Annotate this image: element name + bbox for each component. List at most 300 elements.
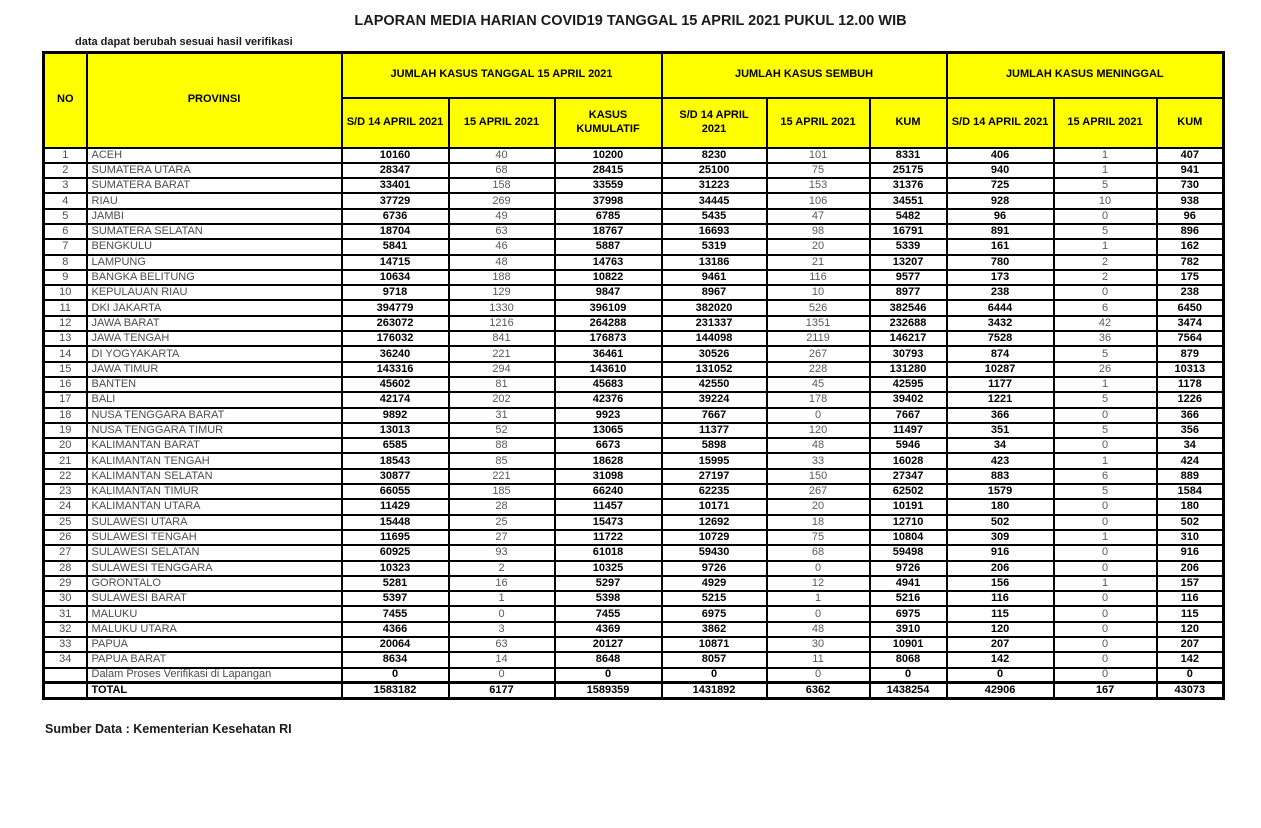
table-body xyxy=(44,148,1224,699)
no-cell: 34 xyxy=(44,652,87,667)
table-row xyxy=(44,239,1224,254)
value-cell: 60925 xyxy=(342,545,449,560)
value-cell: 879 xyxy=(1157,346,1224,361)
province-cell: KALIMANTAN TENGAH xyxy=(87,453,342,468)
value-cell: 93 xyxy=(449,545,555,560)
data-source: Sumber Data : Kementerian Kesehatan RI xyxy=(45,721,292,736)
value-cell: 131052 xyxy=(662,362,767,377)
subcolumn-sembuh-15: 15 APRIL 2021 xyxy=(767,98,870,148)
table-row xyxy=(44,346,1224,361)
value-cell: 5215 xyxy=(662,591,767,606)
value-cell: 42595 xyxy=(870,377,947,392)
value-cell: 43073 xyxy=(1157,683,1224,698)
province-cell: SULAWESI SELATAN xyxy=(87,545,342,560)
value-cell: 0 xyxy=(342,668,449,683)
value-cell: 36240 xyxy=(342,346,449,361)
value-cell: 5297 xyxy=(555,576,662,591)
value-cell: 940 xyxy=(947,163,1054,178)
value-cell: 231337 xyxy=(662,316,767,331)
value-cell: 142 xyxy=(947,652,1054,667)
value-cell: 6736 xyxy=(342,209,449,224)
value-cell: 0 xyxy=(1054,515,1157,530)
value-cell: 916 xyxy=(1157,545,1224,560)
value-cell: 37998 xyxy=(555,193,662,208)
value-cell: 0 xyxy=(767,561,870,576)
no-cell: 33 xyxy=(44,637,87,652)
value-cell: 7667 xyxy=(870,408,947,423)
table-row xyxy=(44,637,1224,652)
no-cell: 1 xyxy=(44,148,87,163)
province-cell: KALIMANTAN SELATAN xyxy=(87,469,342,484)
value-cell: 9726 xyxy=(870,561,947,576)
subcolumn-meninggal-kum: KUM xyxy=(1157,98,1224,148)
value-cell: 2 xyxy=(1054,255,1157,270)
value-cell: 42376 xyxy=(555,392,662,407)
value-cell: 8068 xyxy=(870,652,947,667)
province-cell: PAPUA BARAT xyxy=(87,652,342,667)
no-cell xyxy=(44,668,87,683)
value-cell: 5281 xyxy=(342,576,449,591)
value-cell: 7455 xyxy=(342,606,449,621)
value-cell: 0 xyxy=(1054,545,1157,560)
value-cell: 162 xyxy=(1157,239,1224,254)
value-cell: 406 xyxy=(947,148,1054,163)
value-cell: 267 xyxy=(767,346,870,361)
subcolumn-sembuh-sd14: S/D 14 APRIL 2021 xyxy=(662,98,767,148)
value-cell: 63 xyxy=(449,637,555,652)
province-cell: ACEH xyxy=(87,148,342,163)
value-cell: 146217 xyxy=(870,331,947,346)
value-cell: 730 xyxy=(1157,178,1224,193)
table-row xyxy=(44,652,1224,667)
no-cell: 30 xyxy=(44,591,87,606)
value-cell: 144098 xyxy=(662,331,767,346)
value-cell: 15473 xyxy=(555,515,662,530)
table-row xyxy=(44,178,1224,193)
value-cell: 0 xyxy=(1054,285,1157,300)
value-cell: 4369 xyxy=(555,622,662,637)
no-cell: 17 xyxy=(44,392,87,407)
value-cell: 11429 xyxy=(342,499,449,514)
no-cell: 11 xyxy=(44,300,87,315)
page-title: LAPORAN MEDIA HARIAN COVID19 TANGGAL 15 APRIL 2021 PUKUL 12.00 WIB xyxy=(354,13,907,29)
province-cell: PAPUA xyxy=(87,637,342,652)
value-cell: 129 xyxy=(449,285,555,300)
no-cell: 4 xyxy=(44,193,87,208)
value-cell: 37729 xyxy=(342,193,449,208)
value-cell: 5435 xyxy=(662,209,767,224)
value-cell: 167 xyxy=(1054,683,1157,698)
value-cell: 9892 xyxy=(342,408,449,423)
value-cell: 10634 xyxy=(342,270,449,285)
subcolumn-kasus-sd14: S/D 14 APRIL 2021 xyxy=(342,98,449,148)
table-row xyxy=(44,423,1224,438)
value-cell: 941 xyxy=(1157,163,1224,178)
value-cell: 5339 xyxy=(870,239,947,254)
value-cell: 62502 xyxy=(870,484,947,499)
value-cell: 6585 xyxy=(342,438,449,453)
value-cell: 5482 xyxy=(870,209,947,224)
value-cell: 238 xyxy=(947,285,1054,300)
table-row xyxy=(44,148,1224,163)
value-cell: 5319 xyxy=(662,239,767,254)
value-cell: 10 xyxy=(1054,193,1157,208)
value-cell: 0 xyxy=(947,668,1054,683)
value-cell: 34551 xyxy=(870,193,947,208)
value-cell: 11377 xyxy=(662,423,767,438)
value-cell: 178 xyxy=(767,392,870,407)
value-cell: 5 xyxy=(1054,423,1157,438)
value-cell: 9923 xyxy=(555,408,662,423)
value-cell: 6785 xyxy=(555,209,662,224)
value-cell: 0 xyxy=(555,668,662,683)
province-cell: BANTEN xyxy=(87,377,342,392)
value-cell: 7455 xyxy=(555,606,662,621)
value-cell: 1330 xyxy=(449,300,555,315)
table-row xyxy=(44,484,1224,499)
value-cell: 5887 xyxy=(555,239,662,254)
value-cell: 10313 xyxy=(1157,362,1224,377)
value-cell: 221 xyxy=(449,469,555,484)
value-cell: 407 xyxy=(1157,148,1224,163)
value-cell: 142 xyxy=(1157,652,1224,667)
value-cell: 8648 xyxy=(555,652,662,667)
value-cell: 14715 xyxy=(342,255,449,270)
value-cell: 36 xyxy=(1054,331,1157,346)
value-cell: 6362 xyxy=(767,683,870,698)
value-cell: 175 xyxy=(1157,270,1224,285)
value-cell: 2 xyxy=(449,561,555,576)
value-cell: 351 xyxy=(947,423,1054,438)
province-cell: SUMATERA BARAT xyxy=(87,178,342,193)
value-cell: 31 xyxy=(449,408,555,423)
province-cell: KEPULAUAN RIAU xyxy=(87,285,342,300)
value-cell: 33 xyxy=(767,453,870,468)
value-cell: 48 xyxy=(767,622,870,637)
value-cell: 14763 xyxy=(555,255,662,270)
value-cell: 0 xyxy=(767,668,870,683)
value-cell: 10729 xyxy=(662,530,767,545)
value-cell: 3474 xyxy=(1157,316,1224,331)
value-cell: 0 xyxy=(1054,561,1157,576)
value-cell: 221 xyxy=(449,346,555,361)
table-row xyxy=(44,270,1224,285)
value-cell: 4366 xyxy=(342,622,449,637)
value-cell: 1583182 xyxy=(342,683,449,698)
value-cell: 10325 xyxy=(555,561,662,576)
province-cell: MALUKU xyxy=(87,606,342,621)
value-cell: 3432 xyxy=(947,316,1054,331)
value-cell: 85 xyxy=(449,453,555,468)
table-row xyxy=(44,438,1224,453)
subcolumn-kasus-kumulatif: KASUS KUMULATIF xyxy=(555,98,662,148)
table-row xyxy=(44,362,1224,377)
value-cell: 883 xyxy=(947,469,1054,484)
province-cell: KALIMANTAN UTARA xyxy=(87,499,342,514)
table-row xyxy=(44,606,1224,621)
no-cell: 8 xyxy=(44,255,87,270)
value-cell: 423 xyxy=(947,453,1054,468)
province-cell: DKI JAKARTA xyxy=(87,300,342,315)
value-cell: 1 xyxy=(1054,530,1157,545)
province-cell: BALI xyxy=(87,392,342,407)
table-row xyxy=(44,499,1224,514)
value-cell: 10822 xyxy=(555,270,662,285)
value-cell: 20 xyxy=(767,239,870,254)
value-cell: 31098 xyxy=(555,469,662,484)
value-cell: 12710 xyxy=(870,515,947,530)
value-cell: 6 xyxy=(1054,300,1157,315)
table-row xyxy=(44,163,1224,178)
value-cell: 0 xyxy=(1054,637,1157,652)
no-cell: 26 xyxy=(44,530,87,545)
value-cell: 28347 xyxy=(342,163,449,178)
value-cell: 66240 xyxy=(555,484,662,499)
value-cell: 10200 xyxy=(555,148,662,163)
value-cell: 8057 xyxy=(662,652,767,667)
value-cell: 1226 xyxy=(1157,392,1224,407)
province-cell: KALIMANTAN TIMUR xyxy=(87,484,342,499)
value-cell: 5216 xyxy=(870,591,947,606)
value-cell: 6673 xyxy=(555,438,662,453)
value-cell: 68 xyxy=(449,163,555,178)
value-cell: 68 xyxy=(767,545,870,560)
value-cell: 8230 xyxy=(662,148,767,163)
verification-note: data dapat berubah sesuai hasil verifikasi xyxy=(75,36,293,48)
value-cell: 9847 xyxy=(555,285,662,300)
value-cell: 0 xyxy=(767,606,870,621)
value-cell: 26 xyxy=(1054,362,1157,377)
value-cell: 34 xyxy=(947,438,1054,453)
no-cell: 14 xyxy=(44,346,87,361)
province-cell: JAWA TIMUR xyxy=(87,362,342,377)
value-cell: 15448 xyxy=(342,515,449,530)
province-cell: SULAWESI BARAT xyxy=(87,591,342,606)
value-cell: 42174 xyxy=(342,392,449,407)
group-header-kasus: JUMLAH KASUS TANGGAL 15 APRIL 2021 xyxy=(342,53,662,98)
no-cell: 28 xyxy=(44,561,87,576)
table-row xyxy=(44,561,1224,576)
value-cell: 39402 xyxy=(870,392,947,407)
value-cell: 1 xyxy=(1054,148,1157,163)
province-cell: SULAWESI TENGGARA xyxy=(87,561,342,576)
total-row xyxy=(44,683,1224,698)
value-cell: 30793 xyxy=(870,346,947,361)
value-cell: 143610 xyxy=(555,362,662,377)
value-cell: 356 xyxy=(1157,423,1224,438)
value-cell: 1584 xyxy=(1157,484,1224,499)
table-row xyxy=(44,300,1224,315)
value-cell: 52 xyxy=(449,423,555,438)
value-cell: 502 xyxy=(1157,515,1224,530)
value-cell: 115 xyxy=(1157,606,1224,621)
no-cell: 5 xyxy=(44,209,87,224)
value-cell: 10191 xyxy=(870,499,947,514)
table-row xyxy=(44,224,1224,239)
province-cell: BANGKA BELITUNG xyxy=(87,270,342,285)
value-cell: 891 xyxy=(947,224,1054,239)
value-cell: 11497 xyxy=(870,423,947,438)
value-cell: 1178 xyxy=(1157,377,1224,392)
subcolumn-kasus-15: 15 APRIL 2021 xyxy=(449,98,555,148)
no-cell: 21 xyxy=(44,453,87,468)
value-cell: 1177 xyxy=(947,377,1054,392)
no-cell: 9 xyxy=(44,270,87,285)
value-cell: 10160 xyxy=(342,148,449,163)
value-cell: 264288 xyxy=(555,316,662,331)
value-cell: 0 xyxy=(1157,668,1224,683)
value-cell: 394779 xyxy=(342,300,449,315)
value-cell: 0 xyxy=(1054,668,1157,683)
value-cell: 157 xyxy=(1157,576,1224,591)
value-cell: 309 xyxy=(947,530,1054,545)
value-cell: 6975 xyxy=(662,606,767,621)
value-cell: 59498 xyxy=(870,545,947,560)
value-cell: 232688 xyxy=(870,316,947,331)
value-cell: 12 xyxy=(767,576,870,591)
table-row xyxy=(44,209,1224,224)
no-cell: 15 xyxy=(44,362,87,377)
value-cell: 8977 xyxy=(870,285,947,300)
value-cell: 841 xyxy=(449,331,555,346)
value-cell: 874 xyxy=(947,346,1054,361)
value-cell: 10323 xyxy=(342,561,449,576)
value-cell: 150 xyxy=(767,469,870,484)
province-cell: Dalam Proses Verifikasi di Lapangan xyxy=(87,668,342,683)
no-cell: 32 xyxy=(44,622,87,637)
value-cell: 5841 xyxy=(342,239,449,254)
no-cell: 29 xyxy=(44,576,87,591)
no-cell xyxy=(44,683,87,698)
verification-row xyxy=(44,668,1224,683)
province-cell: RIAU xyxy=(87,193,342,208)
no-cell: 3 xyxy=(44,178,87,193)
value-cell: 98 xyxy=(767,224,870,239)
value-cell: 10 xyxy=(767,285,870,300)
value-cell: 88 xyxy=(449,438,555,453)
value-cell: 81 xyxy=(449,377,555,392)
value-cell: 10901 xyxy=(870,637,947,652)
value-cell: 45602 xyxy=(342,377,449,392)
value-cell: 180 xyxy=(947,499,1054,514)
value-cell: 188 xyxy=(449,270,555,285)
table-row xyxy=(44,515,1224,530)
value-cell: 27347 xyxy=(870,469,947,484)
value-cell: 27197 xyxy=(662,469,767,484)
value-cell: 5898 xyxy=(662,438,767,453)
value-cell: 33401 xyxy=(342,178,449,193)
value-cell: 0 xyxy=(1054,408,1157,423)
province-cell: SUMATERA SELATAN xyxy=(87,224,342,239)
value-cell: 30526 xyxy=(662,346,767,361)
value-cell: 106 xyxy=(767,193,870,208)
value-cell: 1221 xyxy=(947,392,1054,407)
value-cell: 6177 xyxy=(449,683,555,698)
value-cell: 7528 xyxy=(947,331,1054,346)
value-cell: 1 xyxy=(1054,576,1157,591)
value-cell: 896 xyxy=(1157,224,1224,239)
group-header-sembuh: JUMLAH KASUS SEMBUH xyxy=(662,53,947,98)
table-row xyxy=(44,331,1224,346)
value-cell: 0 xyxy=(449,668,555,683)
value-cell: 725 xyxy=(947,178,1054,193)
value-cell: 202 xyxy=(449,392,555,407)
value-cell: 48 xyxy=(767,438,870,453)
value-cell: 25100 xyxy=(662,163,767,178)
value-cell: 889 xyxy=(1157,469,1224,484)
value-cell: 13013 xyxy=(342,423,449,438)
value-cell: 36461 xyxy=(555,346,662,361)
value-cell: 9577 xyxy=(870,270,947,285)
value-cell: 7564 xyxy=(1157,331,1224,346)
value-cell: 16028 xyxy=(870,453,947,468)
value-cell: 780 xyxy=(947,255,1054,270)
value-cell: 2119 xyxy=(767,331,870,346)
value-cell: 1431892 xyxy=(662,683,767,698)
no-cell: 19 xyxy=(44,423,87,438)
value-cell: 3862 xyxy=(662,622,767,637)
value-cell: 263072 xyxy=(342,316,449,331)
province-cell: KALIMANTAN BARAT xyxy=(87,438,342,453)
value-cell: 207 xyxy=(1157,637,1224,652)
value-cell: 0 xyxy=(1054,438,1157,453)
value-cell: 16 xyxy=(449,576,555,591)
value-cell: 18 xyxy=(767,515,870,530)
province-cell: SUMATERA UTARA xyxy=(87,163,342,178)
value-cell: 66055 xyxy=(342,484,449,499)
value-cell: 101 xyxy=(767,148,870,163)
value-cell: 39224 xyxy=(662,392,767,407)
value-cell: 0 xyxy=(1054,652,1157,667)
group-header-meninggal: JUMLAH KASUS MENINGGAL xyxy=(947,53,1224,98)
value-cell: 11457 xyxy=(555,499,662,514)
value-cell: 228 xyxy=(767,362,870,377)
value-cell: 116 xyxy=(767,270,870,285)
value-cell: 131280 xyxy=(870,362,947,377)
value-cell: 396109 xyxy=(555,300,662,315)
value-cell: 10171 xyxy=(662,499,767,514)
value-cell: 294 xyxy=(449,362,555,377)
value-cell: 382546 xyxy=(870,300,947,315)
value-cell: 120 xyxy=(767,423,870,438)
value-cell: 8331 xyxy=(870,148,947,163)
value-cell: 8967 xyxy=(662,285,767,300)
value-cell: 18767 xyxy=(555,224,662,239)
covid-report-table xyxy=(42,51,1225,700)
value-cell: 1438254 xyxy=(870,683,947,698)
value-cell: 502 xyxy=(947,515,1054,530)
value-cell: 269 xyxy=(449,193,555,208)
value-cell: 180 xyxy=(1157,499,1224,514)
value-cell: 45683 xyxy=(555,377,662,392)
value-cell: 40 xyxy=(449,148,555,163)
value-cell: 42550 xyxy=(662,377,767,392)
value-cell: 42 xyxy=(1054,316,1157,331)
value-cell: 75 xyxy=(767,530,870,545)
table-row xyxy=(44,285,1224,300)
value-cell: 12692 xyxy=(662,515,767,530)
value-cell: 48 xyxy=(449,255,555,270)
value-cell: 176873 xyxy=(555,331,662,346)
value-cell: 5 xyxy=(1054,224,1157,239)
no-cell: 22 xyxy=(44,469,87,484)
value-cell: 10871 xyxy=(662,637,767,652)
value-cell: 116 xyxy=(947,591,1054,606)
value-cell: 16693 xyxy=(662,224,767,239)
value-cell: 18628 xyxy=(555,453,662,468)
value-cell: 366 xyxy=(947,408,1054,423)
province-cell: NUSA TENGGARA TIMUR xyxy=(87,423,342,438)
